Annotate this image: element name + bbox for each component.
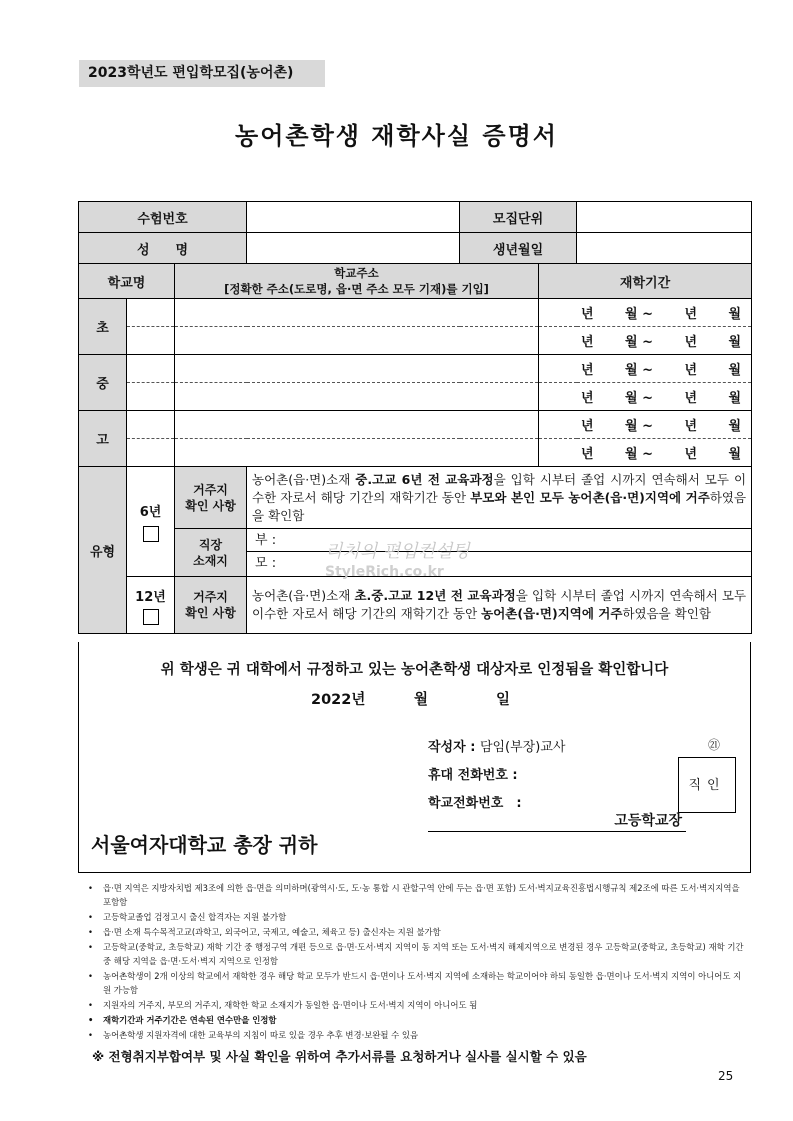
note-item: • 고등학교(중학교, 초등학교) 재학 기간 중 행정구역 개편 등으로 읍·면·도서·벽지 지역이 동 지역 또는 도서·벽지 해제지역으로 변경된 경우 고등학교(중학교, 초등학교) 재학 기간 중 해당 지역을 읍·면·도서·벽지 지역으로 인정함 [88,940,748,968]
six-residence-label [175,467,247,529]
six-desc-part: 을 입학 시부터 졸업 시까지 연속해서 모두 이수한 자로서 해당 기간의 재학기간 동안 [252,471,747,505]
date-month: 월 [414,692,429,708]
six-residence-label-l2: 확인 사항 [185,498,236,513]
six-year-option [127,467,175,577]
elem-address-1[interactable] [175,299,539,327]
middle-school-1[interactable] [127,355,175,383]
six-desc-part: 하였음을 확인함 [252,489,747,523]
elem-row-2 [79,327,752,355]
middle-period-1[interactable]: 년 월 ~ 년 월 [539,355,752,383]
period-header: 재학기간 [539,264,752,299]
name-label: 성 명 [79,233,247,264]
twelve-desc-bold: 초.중.고교 12년 전 교육과정 [354,588,516,603]
twelve-year-description [247,577,752,634]
elem-label: 초 [79,299,127,355]
recruitment-badge: 2023학년도 편입학모집(농어촌) [79,60,325,87]
middle-row-1 [79,355,752,383]
twelve-year-row [79,577,752,634]
six-year-residence-row [79,467,752,529]
twelve-desc-part: 농어촌(읍·면)소재 [252,588,355,603]
principal-signature: 고등학교장 [428,810,686,832]
note-item: • 농어촌학생 지원자격에 대한 교육부의 지침이 따로 있을 경우 추후 변경·보완될 수 있음 [88,1028,748,1042]
elem-period-2[interactable]: 년 월 ~ 년 월 [539,327,752,355]
twelve-desc-bold: 농어촌(읍·면)지역에 거주 [481,606,623,621]
note-item: • 지원자의 거주지, 부모의 거주지, 재학한 학교 소재지가 동일한 읍·면이나 도서·벽지 지역이 아니어도 됨 [88,998,748,1012]
high-label: 고 [79,411,127,467]
high-row-1 [79,411,752,439]
name-field[interactable] [247,233,460,264]
twelve-year-option [127,577,175,634]
twelve-residence-label [175,577,247,634]
note-item: • 고등학교졸업 검정고시 출신 합격자는 지원 불가함 [88,910,748,924]
final-note: ※ 전형취지부합여부 및 사실 확인을 위하여 추가서류를 요청하거나 실사를 실시할 수 있음 [92,1049,587,1064]
six-year-checkbox[interactable] [143,526,159,542]
writer-value: 담임(부장)교사 [479,740,566,755]
high-period-1[interactable]: 년 월 ~ 년 월 [539,411,752,439]
date-day: 일 [496,692,511,708]
row-school-header [79,264,752,299]
high-school-2[interactable] [127,439,175,467]
school-name-header: 학교명 [79,264,175,299]
father-work-field[interactable]: 부 : [247,529,751,552]
elem-school-1[interactable] [127,299,175,327]
twelve-residence-label-l2: 확인 사항 [185,606,236,620]
address-header-line2: [정확한 주소(도로명, 읍·면 주소 모두 기재)를 기입] [224,282,489,296]
middle-school-2[interactable] [127,383,175,411]
watermark-url: StyleRich.co.kr [325,564,444,580]
date-year: 2022년 [311,692,366,708]
twelve-desc-part: 하였음을 확인함 [622,606,711,621]
unit-label: 모집단위 [460,202,577,233]
high-address-1[interactable] [175,411,539,439]
six-desc-part: 농어촌(읍·면)소재 [252,471,356,487]
work-label-l1: 직장 [198,537,223,552]
writer-label: 작성자 : [428,740,480,755]
confirmation-box [78,642,751,873]
middle-address-2[interactable] [175,383,539,411]
school-phone-line[interactable]: 학교전화번호 : [428,796,522,811]
seal-mark: ㉑ [708,738,721,752]
address-header-line1: 학교주소 [334,266,379,280]
note-item: • 읍·면 지역은 지방자치법 제3조에 의한 읍·면을 의미하며(광역시·도, 도·농 통합 시 관할구역 안에 두는 읍·면 포함) 도서·벽지교육진흥법시행규칙 제2조에 따른 도서·벽지지역을 포함함 [88,881,748,909]
work-label-l2: 소재지 [193,553,228,568]
six-year-description [247,467,752,529]
elem-address-2[interactable] [175,327,539,355]
notes-list [88,881,748,1043]
elem-school-2[interactable] [127,327,175,355]
note-item: • 농어촌학생이 2개 이상의 학교에서 재학한 경우 해당 학교 모두가 반드시 읍·면이나 도서·벽지 지역에 소재하는 학교이어야 하되 동일한 읍·면이나 도서·벽지 지역이 아니어도 지원 가능함 [88,969,748,997]
page-number: 25 [718,1069,734,1083]
six-residence-label-l1: 거주지 [193,482,228,497]
row-exam-no [79,202,752,233]
note-item: • 읍·면 소재 특수목적고교(과학고, 외국어고, 국제고, 예술고, 체육고 등) 출신자는 지원 불가함 [88,925,748,939]
document-title: 농어촌학생 재학사실 증명서 [235,122,558,150]
middle-address-1[interactable] [175,355,539,383]
watermark-text: 리치의 편입컨설팅 [325,541,470,562]
six-desc-bold: 부모와 본인 모두 농어촌(읍·면)지역에 거주 [470,489,710,505]
work-location-fields [247,529,752,577]
middle-row-2 [79,383,752,411]
twelve-residence-label-l1: 거주지 [193,590,228,604]
birth-label: 생년월일 [460,233,577,264]
exam-no-field[interactable] [247,202,460,233]
writer-line [428,736,565,755]
middle-period-2[interactable]: 년 월 ~ 년 월 [539,383,752,411]
official-stamp-box: 직인 [678,757,736,813]
high-school-1[interactable] [127,411,175,439]
middle-label: 중 [79,355,127,411]
twelve-year-checkbox[interactable] [143,609,159,625]
type-label: 유형 [79,467,127,634]
high-address-2[interactable] [175,439,539,467]
six-desc-bold: 중.고교 6년 전 교육과정 [355,471,494,487]
work-location-label [175,529,247,577]
twelve-year-label: 12년 [135,589,166,605]
high-period-2[interactable]: 년 월 ~ 년 월 [539,439,752,467]
confirmation-sentence: 위 학생은 귀 대학에서 규정하고 있는 농어촌학생 대상자로 인정됨을 확인합니다 [160,662,669,678]
note-item: • 재학기간과 거주기간은 연속된 연수만을 인정함 [88,1013,748,1027]
unit-field[interactable] [577,202,752,233]
mobile-phone-line[interactable]: 휴대 전화번호 : [428,768,518,783]
exam-no-label: 수험번호 [79,202,247,233]
twelve-desc-part: 을 입학 시부터 졸업 시까지 연속해서 모두 이수한 자로서 해당 기간의 재학기간 동안 [252,588,747,621]
birth-field[interactable] [577,233,752,264]
elem-row-1 [79,299,752,327]
row-name [79,233,752,264]
mother-work-field[interactable]: 모 : [255,556,277,571]
high-row-2 [79,439,752,467]
school-address-header [175,264,539,299]
elem-period-1[interactable]: 년 월 ~ 년 월 [539,299,752,327]
six-year-label: 6년 [139,505,162,520]
recipient: 서울여자대학교 총장 귀하 [91,833,318,857]
